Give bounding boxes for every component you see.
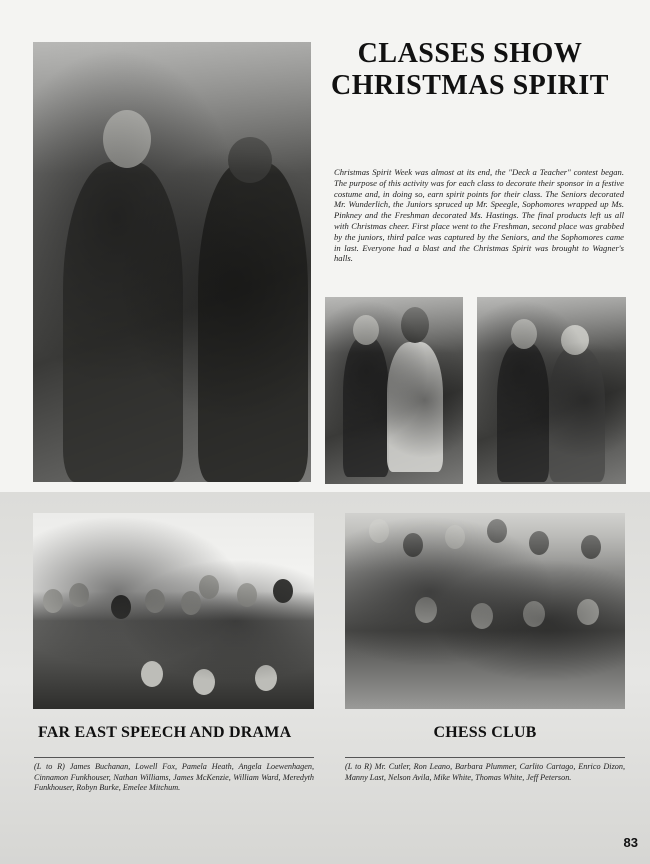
drama-member-head [237, 583, 257, 607]
drama-member-head [193, 669, 215, 695]
student-head-3 [511, 319, 537, 349]
drama-member-head [69, 583, 89, 607]
chess-section-title: CHESS CLUB [433, 724, 537, 741]
student-figure-2 [387, 342, 443, 472]
drama-member-head [43, 589, 63, 613]
chess-member-head [403, 533, 423, 557]
chess-member-head [581, 535, 601, 559]
intro-paragraph: Christmas Spirit Week was almost at its end, the "Deck a Teacher" contest began. The purpose of this activity was for each class to decorate their sponsor in a festive costume and, in doing so, earn spirit points for their class. The Seniors decorated Mr. Wunderlich, the Juniors spruced up Mr. Speegle, Sophomores wrapped up Ms. Pinkney and the Freshman decorated Ms. Hastings. The final products left us all with Christmas cheer. First place went to the Freshman, second place was grabbed by the juniors, third palce was captured by the Seniors, and the Sophomores came in last. Everyone had a blast and the Christmas Spirit was brought to Wagner's halls. [334, 167, 624, 264]
chess-member-head [523, 601, 545, 627]
page-number: 83 [623, 835, 638, 850]
drama-member-head [273, 579, 293, 603]
teacher-figure-left [63, 162, 183, 482]
decorated-teachers-photo [33, 42, 311, 482]
chess-member-head [369, 519, 389, 543]
chess-member-head [487, 519, 507, 543]
chess-caption-rule [345, 757, 625, 758]
chess-member-head [471, 603, 493, 629]
drama-caption-rule [34, 757, 314, 758]
chess-member-head [445, 525, 465, 549]
teacher-head-right [228, 137, 272, 183]
student-head-4 [561, 325, 589, 355]
student-figure-3 [497, 342, 549, 482]
drama-section-title: FAR EAST SPEECH AND DRAMA [38, 724, 292, 741]
student-costume-photo-right [477, 297, 626, 484]
headline-line-1: CLASSES SHOW [357, 38, 583, 69]
student-figure-1 [343, 337, 389, 477]
student-head-1 [353, 315, 379, 345]
student-figure-4 [549, 347, 605, 482]
student-head-2 [401, 307, 429, 343]
teacher-figure-right [198, 162, 308, 482]
chess-member-head [577, 599, 599, 625]
chess-member-head [415, 597, 437, 623]
drama-member-head [181, 591, 201, 615]
chess-club-photo [345, 513, 625, 709]
drama-member-head [199, 575, 219, 599]
drama-member-head [111, 595, 131, 619]
chess-caption: (L to R) Mr. Cutler, Ron Leano, Barbara Plummer, Carlito Cartago, Enrico Dizon, Manny Last, Nelson Avila, Mike White, Thomas White, Jeff Peterson. [345, 762, 625, 782]
drama-member-head [145, 589, 165, 613]
headline-line-2: CHRISTMAS SPIRIT [331, 70, 609, 101]
drama-member-head [141, 661, 163, 687]
drama-caption: (L to R) James Buchanan, Lowell Fox, Pamela Heath, Angela Loewenhagen, Cinnamon Funkhouser, Nathan Williams, James McKenzie, William Ward, Meredyth Funkhouser, Robyn Burke, Emelee Mitchum. [34, 762, 314, 792]
page-headline [320, 38, 620, 102]
drama-member-head [255, 665, 277, 691]
chess-member-head [529, 531, 549, 555]
teacher-head-left [103, 110, 151, 168]
drama-group-photo [33, 513, 314, 709]
student-costume-photo-left [325, 297, 463, 484]
